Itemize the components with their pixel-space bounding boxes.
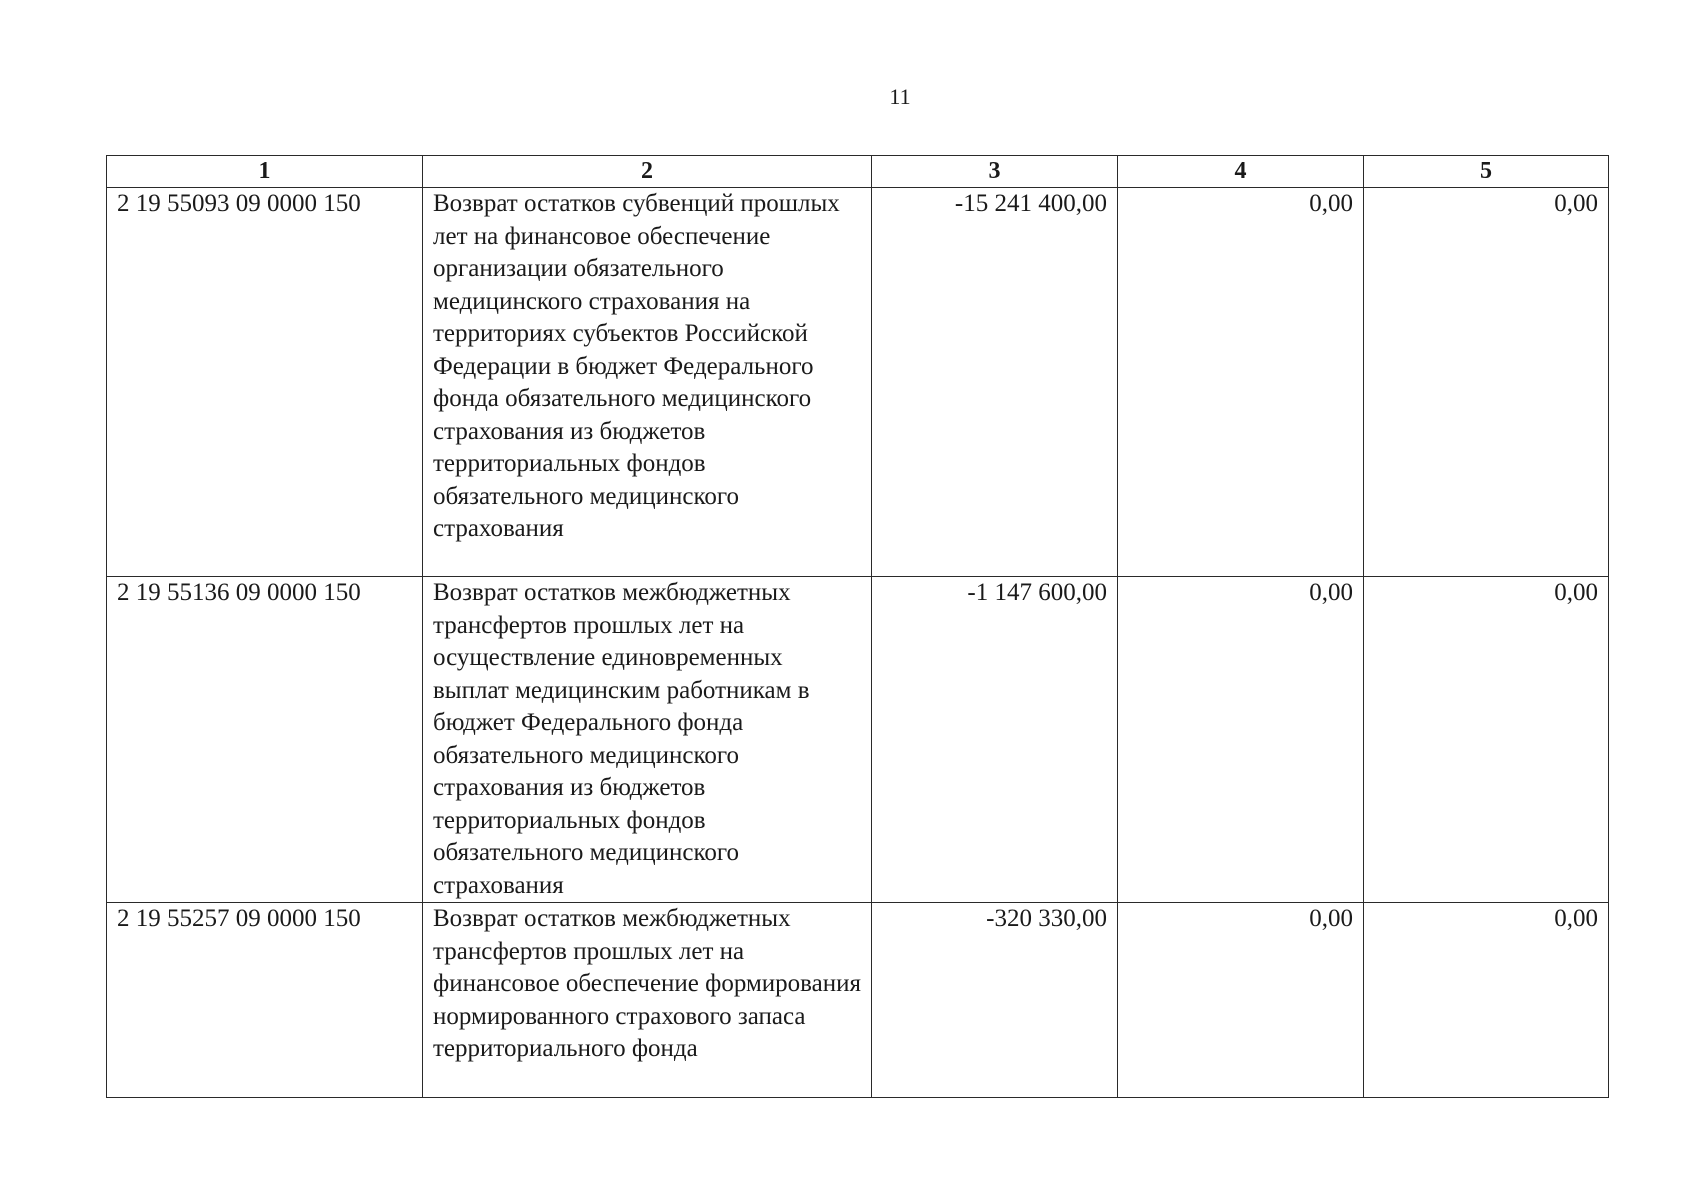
column-header-3: 3: [872, 156, 1118, 188]
amount-col5-cell: 0,00: [1364, 577, 1609, 903]
amount-col4-cell: 0,00: [1118, 903, 1364, 1098]
column-header-4: 4: [1118, 156, 1364, 188]
page-number: 11: [889, 84, 911, 109]
budget-code-cell: 2 19 55136 09 0000 150: [107, 577, 423, 903]
table-row: [107, 903, 1609, 1098]
budget-code-cell: 2 19 55093 09 0000 150: [107, 188, 423, 577]
budget-code-cell: 2 19 55257 09 0000 150: [107, 903, 423, 1098]
table-header-row: [107, 156, 1609, 188]
amount-col3-cell: -1 147 600,00: [872, 577, 1118, 903]
column-header-2: 2: [423, 156, 872, 188]
description-cell: Возврат остатков субвенций прошлых лет на финансовое обеспечение организации обязательного медицинского страхования на территориях субъектов Российской Федерации в бюджет Федерального фонда обязательного медицинского страхования из бюджетов территориальных фондов обязательного медицинского страхования: [423, 188, 872, 577]
description-cell: Возврат остатков межбюджетных трансфертов прошлых лет на финансовое обеспечение формирования нормированного страхового запаса территориального фонда: [423, 903, 872, 1098]
description-cell: Возврат остатков межбюджетных трансфертов прошлых лет на осуществление единовременных выплат медицинским работникам в бюджет Федерального фонда обязательного медицинского страхования из бюджетов территориальных фондов обязательного медицинского страхования: [423, 577, 872, 903]
amount-col3-cell: -320 330,00: [872, 903, 1118, 1098]
amount-col4-cell: 0,00: [1118, 188, 1364, 577]
column-header-5: 5: [1364, 156, 1609, 188]
amount-col4-cell: 0,00: [1118, 577, 1364, 903]
amount-col3-cell: -15 241 400,00: [872, 188, 1118, 577]
amount-col5-cell: 0,00: [1364, 903, 1609, 1098]
column-header-1: 1: [107, 156, 423, 188]
table-row: [107, 577, 1609, 903]
budget-table: [106, 155, 1609, 1098]
table-row: [107, 188, 1609, 577]
amount-col5-cell: 0,00: [1364, 188, 1609, 577]
